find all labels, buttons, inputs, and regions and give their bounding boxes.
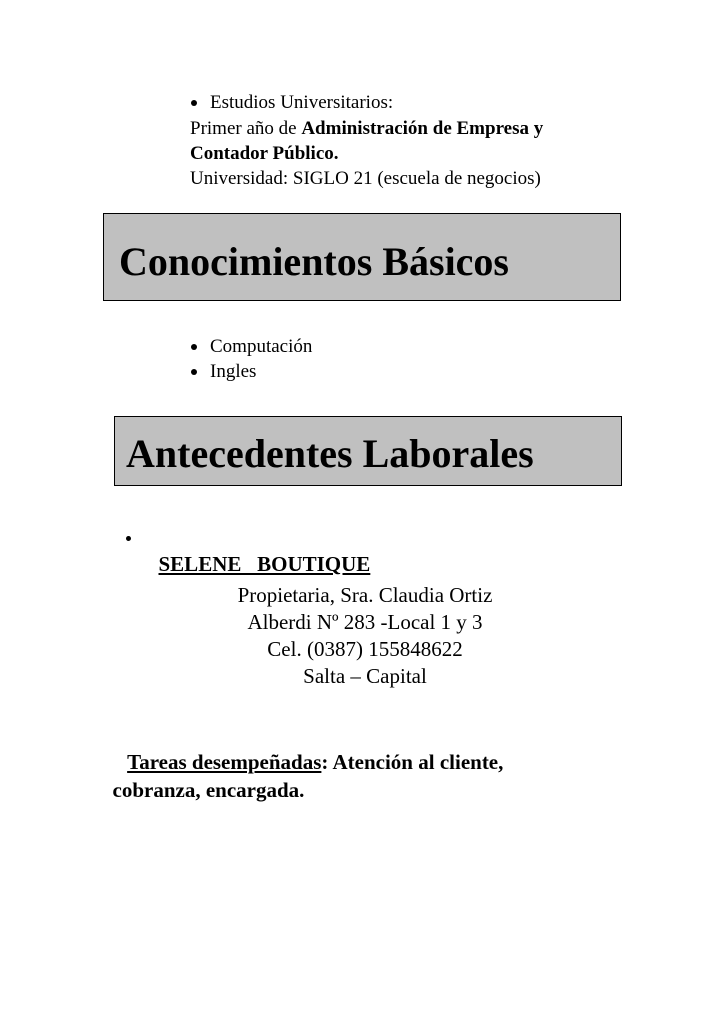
employer-city: Salta – Capital bbox=[303, 664, 427, 688]
skill-item: Computación bbox=[210, 336, 313, 357]
education-degree-prefix: Primer año de bbox=[190, 118, 302, 139]
employer-name-text: SELENE BOUTIQUE bbox=[158, 552, 371, 576]
tasks-label: Tareas desempeñadas bbox=[127, 750, 322, 774]
bullet-icon bbox=[191, 344, 197, 350]
bullet-icon bbox=[191, 100, 197, 106]
tasks-text-1: Atención al cliente, bbox=[328, 750, 504, 774]
tasks-colon: : bbox=[321, 750, 329, 774]
skill-item: Ingles bbox=[210, 361, 257, 382]
employer-name bbox=[148, 525, 370, 577]
education-block bbox=[0, 0, 728, 200]
bullet-icon bbox=[126, 536, 131, 541]
education-degree-bold-2: Contador Público. bbox=[190, 143, 339, 164]
education-degree-line-2 bbox=[190, 142, 339, 166]
skills-list bbox=[0, 330, 728, 390]
education-university: Universidad: SIGLO 21 (escuela de negocios) bbox=[190, 168, 541, 189]
employer-address: Alberdi Nº 283 -Local 1 y 3 bbox=[247, 610, 483, 634]
education-degree-line-1 bbox=[190, 117, 543, 141]
tasks-text-2: cobranza, encargada. bbox=[112, 778, 305, 802]
work-heading: Antecedentes Laborales bbox=[126, 431, 534, 476]
employer-phone: Cel. (0387) 155848622 bbox=[267, 637, 463, 661]
skills-heading-box bbox=[103, 213, 621, 301]
work-heading-box bbox=[114, 416, 622, 486]
tasks-line-2 bbox=[102, 751, 304, 803]
education-degree-bold-1: Administración de Empresa y bbox=[301, 118, 544, 139]
skills-heading: Conocimientos Básicos bbox=[119, 239, 509, 284]
employer-owner: Propietaria, Sra. Claudia Ortiz bbox=[237, 583, 493, 607]
bullet-icon bbox=[191, 369, 197, 375]
education-label: Estudios Universitarios: bbox=[210, 92, 394, 113]
